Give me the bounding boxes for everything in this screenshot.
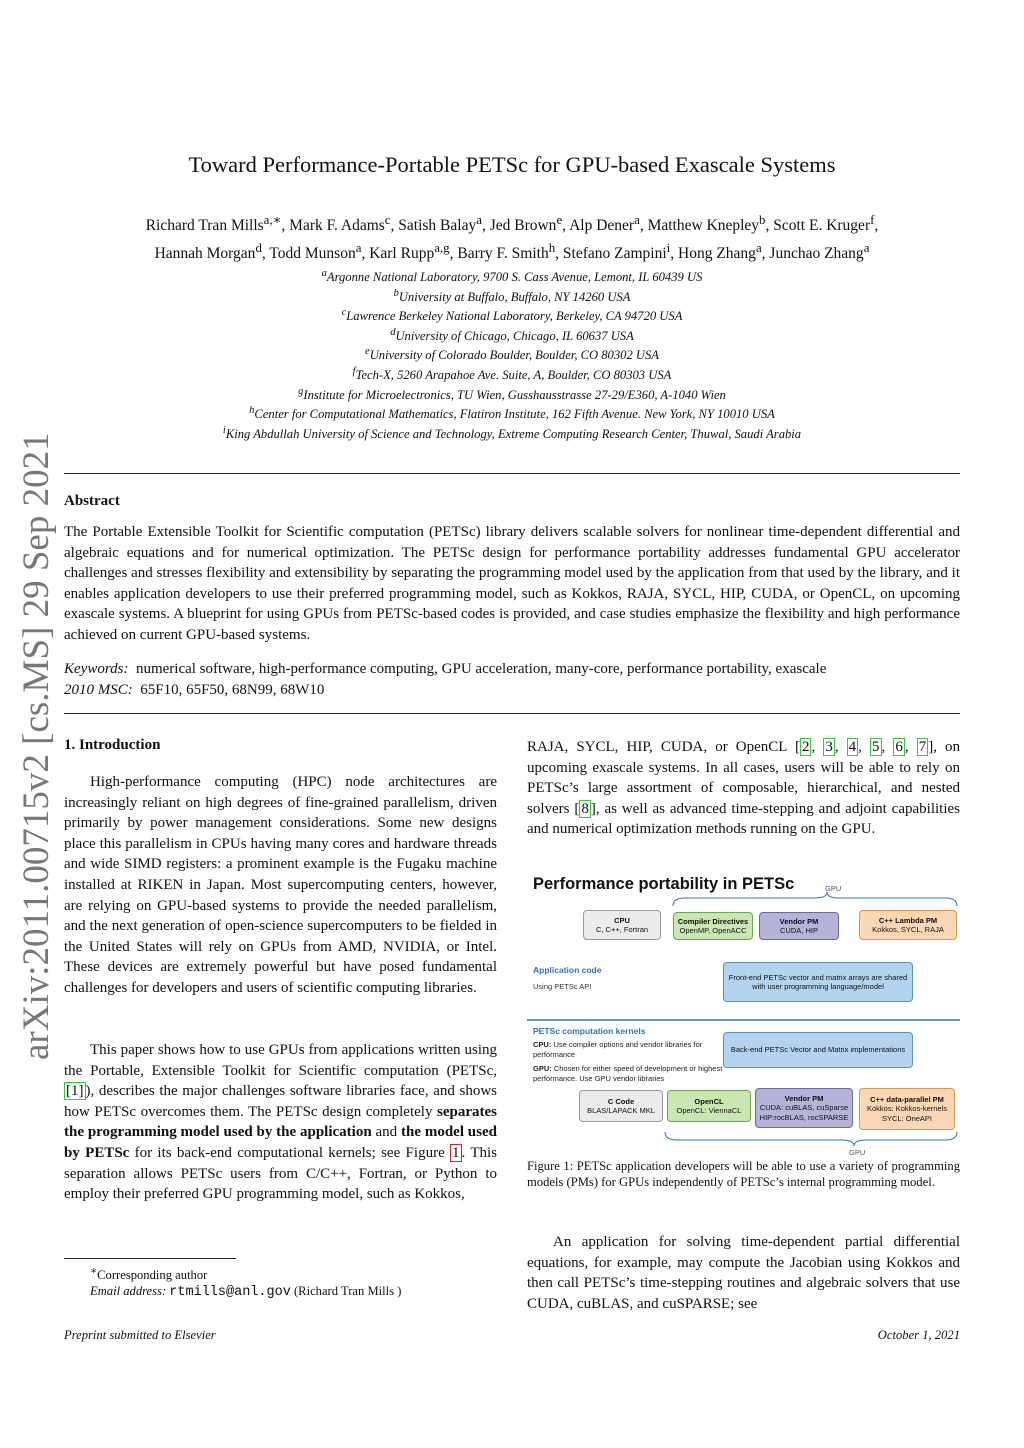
author-affil-mark: a (355, 240, 362, 256)
abstract-bottom-rule (64, 713, 960, 714)
keywords-label: Keywords: (64, 661, 129, 677)
gpu-label-bottom: GPU (849, 1148, 866, 1157)
backend-box (859, 1088, 955, 1130)
gpu-note (533, 1064, 723, 1084)
affiliation-list (80, 266, 944, 442)
author-name: Stefano Zampini (562, 245, 667, 263)
msc-text: 65F10, 65F50, 68N99, 68W10 (140, 681, 325, 698)
backend-box-line: OpenCL: ViennaCL (676, 1106, 742, 1115)
author-name: Mark F. Adams (289, 217, 385, 235)
footnote-text: Corresponding author (97, 1268, 208, 1283)
affiliation (80, 384, 944, 404)
affiliation (80, 305, 944, 325)
author-affil-mark: a (863, 240, 870, 256)
cpu-note-label: CPU: (533, 1040, 552, 1049)
figure-ref-link[interactable]: 1 (452, 1144, 460, 1161)
author-affil-mark: e (556, 212, 563, 227)
section-heading-introduction: 1. Introduction (64, 737, 161, 753)
author-affil-mark: b (759, 212, 766, 227)
author-name: Satish Balay (398, 217, 477, 235)
email-link[interactable]: rtmills@anl.gov (169, 1285, 291, 1301)
author-affil-mark: c (384, 212, 391, 227)
pm-box-sub: CUDA, HIP (780, 926, 818, 935)
citation-link[interactable]: 3 (825, 739, 833, 755)
backend-box-sub: BLAS/LAPACK MKL (587, 1106, 655, 1115)
p2-text-a: This paper shows how to use GPUs from applications written using the Portable, Extensible Toolkit for Scientific computation (PETSc, (64, 1042, 497, 1079)
r1-text-a: RAJA, SYCL, HIP, CUDA, or OpenCL [ (527, 739, 800, 755)
footnote-mark: ∗ (90, 1266, 98, 1277)
author-name: Karl Rupp (369, 245, 435, 263)
author-affil-mark: h (548, 240, 556, 256)
footer-preprint: Preprint submitted to Elsevier (64, 1328, 216, 1342)
author-affil-mark: f (870, 212, 875, 227)
affiliation-mark: c (341, 307, 347, 319)
footnote (64, 1264, 497, 1301)
affiliation-mark: g (298, 385, 304, 397)
pm-box-sub: OpenMP, OpenACC (679, 926, 747, 935)
affiliation-text: Argonne National Laboratory, 9700 S. Cass Avenue, Lemont, IL 60439 US (326, 270, 703, 285)
keywords-block (64, 659, 960, 700)
pm-box (759, 912, 839, 940)
r1-text-b: ], on upcoming exascale systems. In all cases, users will be able to rely on PETSc’s large assortment of composable, hierarchical, and nested solvers [ (527, 739, 961, 817)
p2-text-b: ), describes the major challenges software libraries face, and shows how PETSc overcomes them. The PETSc design completely (64, 1083, 497, 1120)
citation-link[interactable]: 7 (918, 739, 927, 755)
affiliation-text: Institute for Microelectronics, TU Wien, Gusshausstrasse 27-29/E360, A-1040 Wien (303, 387, 726, 402)
footnote-rule (64, 1258, 236, 1259)
footer-date: October 1, 2021 (877, 1328, 960, 1342)
author-affil-mark: a,∗ (263, 212, 282, 227)
pm-box-title: C++ Lambda PM (878, 915, 938, 925)
citation-link[interactable]: 6 (895, 739, 903, 755)
affiliation (80, 325, 944, 345)
author-name: Todd Munson (269, 245, 356, 263)
author-affil-mark: d (255, 240, 262, 256)
author-name: Hong Zhang (678, 245, 756, 263)
backend-box-line: SYCL: OneAPI (881, 1113, 933, 1123)
app-code-sub: Using PETSc API (533, 982, 592, 991)
keywords-text: numerical software, high-performance computing, GPU acceleration, many-core, performance portability, exascale (135, 661, 827, 677)
author-line-1: Richard Tran Mills$^{a,∗}$, Mark F. Adams$^c$, Satish Balay$^a$, Jed Brown$^e$, Alp Dener$^a$, Matthew Knepley$^b$, Scott E. Kruger$^f$, (145, 212, 879, 235)
msc-label: 2010 MSC: (64, 681, 133, 698)
backend-box-line: HIP:rocBLAS, rocSPARSE (759, 1112, 849, 1122)
citation-link[interactable]: 4 (848, 739, 857, 755)
citation-link-1[interactable]: [1] (66, 1083, 84, 1100)
author-name: Alp Dener (569, 217, 635, 235)
pm-box-sub: C, C++, Fortran (595, 925, 649, 934)
abstract-heading: Abstract (64, 493, 120, 509)
pm-box-title: Compiler Directives (677, 916, 749, 926)
pm-box-title: Vendor PM (779, 916, 819, 926)
kernels-label: PETSc computation kernels (533, 1026, 646, 1036)
intro-paragraph-1: High-performance computing (HPC) node architectures are increasingly reliant on high degrees of fine-grained parallelism, driven primarily by power management considerations. Some new designs place this parallelism in CPUs having many cores and hardware threads and wide SIMD registers: a prominent example is the Fugaku machine installed at RIKEN in Japan. Most supercomputing centers, however, are relying on GPU-based systems to provide the needed parallelism, and the next generation of open-science supercomputers to be fielded in the United States will rely on GPUs from AMD, NVIDIA, or Intel. These devices are extremely powerful but have posed fundamental challenges for developers and users of scientific computing libraries. (64, 774, 497, 996)
affiliation (80, 286, 944, 306)
p2-emphasis-2: the model used by PETSc (64, 1124, 497, 1161)
p2-emphasis-1: separates the programming model used by the application (64, 1103, 497, 1141)
citation-link[interactable]: 5 (872, 739, 880, 755)
citation-group: 2 , 3 , 4 , 5 , 6 , 7 (801, 739, 927, 755)
affiliation-mark: i (222, 424, 226, 436)
pm-box (859, 910, 957, 940)
frontend-arrays-box: Front-end PETSc vector and matrix arrays are shared with user programming language/model (723, 962, 913, 1002)
affiliation-mark: b (393, 287, 399, 299)
abstract-text: The Portable Extensible Toolkit for Scientific computation (PETSc) library delivers scalable solvers for nonlinear time-dependent differential and algebraic equations and for numerical optimization. The PETSc design for performance portability addresses fundamental GPU accelerator challenges and stresses flexibility and extensibility by separating the programming model used by the application from that used by the library, and it enables application developers to use their preferred programming model, such as Kokkos, RAJA, SYCL, HIP, CUDA, or OpenCL, on upcoming exascale systems. A blueprint for using GPUs from PETSc-based codes is provided, and case studies emphasize the flexibility and high performance achieved on current GPU-based systems. (64, 524, 960, 643)
author-affil-mark: a (634, 212, 640, 227)
affiliation (80, 423, 944, 443)
affiliation-text: Tech-X, 5260 Arapahoe Ave. Suite, A, Boulder, CO 80303 USA (355, 368, 672, 383)
gpu-label-top: GPU (825, 884, 842, 893)
author-name: Barry F. Smith (457, 245, 549, 263)
abstract-top-rule (64, 473, 960, 474)
author-affil-mark: i (666, 240, 671, 256)
affiliation (80, 344, 944, 364)
r1-text-c: ], as well as advanced time-stepping and adjoint capabilities and numerical optimization methods running on the GPU. (527, 800, 960, 838)
author-affil-mark: a (755, 240, 762, 256)
affiliation-mark: e (365, 346, 370, 358)
author-name: Matthew Knepley (647, 217, 760, 235)
p2-text-e: . This separation allows PETSc users from C/C++, Fortran, or Python to employ their preferred GPU programming model, such as Kokkos, (64, 1144, 497, 1203)
author-name: Junchao Zhang (769, 245, 864, 263)
figure-title: Performance portability in PETSc (533, 875, 795, 893)
figure-1-diagram (527, 870, 960, 1160)
affiliation-mark: f (352, 365, 356, 377)
backend-box-line: Kokkos: Kokkos-kernels (866, 1104, 948, 1114)
gpu-note-text: Chosen for either speed of development or highest performance. Use GPU vendor libraries (533, 1064, 723, 1083)
author-affil-mark: a (476, 212, 482, 227)
affiliation-text: Center for Computational Mathematics, Flatiron Institute, 162 Fifth Avenue. New York, NY 10010 USA (254, 407, 775, 422)
pm-box-sub: Kokkos, SYCL, RAJA (872, 925, 944, 934)
pm-box (583, 910, 661, 940)
affiliation (80, 266, 944, 286)
figure-1-caption: Figure 1: PETSc application developers will be able to use a variety of programming models (PMs) for GPUs independently of PETSc’s internal programming model. (527, 1159, 960, 1189)
gpu-bottom-brace (665, 1132, 957, 1146)
affiliation-text: University of Colorado Boulder, Boulder, CO 80302 USA (369, 348, 659, 363)
author-list (80, 209, 944, 265)
affiliation-text: Lawrence Berkeley National Laboratory, Berkeley, CA 94720 USA (346, 309, 683, 324)
affiliation (80, 364, 944, 384)
intro-paragraph-2 (64, 1040, 497, 1205)
gpu-note-label: GPU: (533, 1064, 552, 1073)
backend-box-line: CUDA: cuBLAS, cuSparse (759, 1103, 849, 1113)
author-name: Scott E. Kruger (773, 217, 871, 235)
email-label: Email address: (90, 1284, 167, 1299)
p2-text-d: for its back-end computational kernels; see Figure (129, 1144, 451, 1161)
backend-box (755, 1088, 853, 1128)
gpu-top-brace (673, 892, 957, 906)
author-name: Jed Brown (489, 217, 557, 235)
backend-impl-box: Back-end PETSc Vector and Matrix implementations (723, 1032, 913, 1068)
backend-box-title: C++ data-parallel PM (870, 1094, 944, 1104)
backend-box-title: OpenCL (694, 1096, 724, 1106)
cpu-note-text: Use compiler options and vendor libraries for performance (533, 1040, 703, 1059)
app-code-label: Application code (533, 965, 602, 975)
email-owner: (Richard Tran Mills ) (293, 1284, 402, 1299)
author-name: Hannah Morgan (154, 245, 256, 263)
author-affil-mark: a,g (434, 240, 450, 256)
arxiv-identifier[interactable]: arXiv:2011.00715v2 [cs.MS] 29 Sep 2021 (16, 432, 57, 1060)
intro-paragraph-next: An application for solving time-dependent partial differential equations, for example, may compute the Jacobian using Kokkos and then call PETSc’s time-stepping routines and algebraic solvers that use CUDA, cuBLAS, and cuSPARSE; see (527, 1234, 960, 1312)
pm-box-title: CPU (614, 915, 630, 925)
affiliation-text: University at Buffalo, Buffalo, NY 14260 USA (398, 289, 631, 304)
pm-box (673, 912, 753, 940)
affiliation-mark: d (390, 326, 396, 338)
intro-paragraph-continued (527, 737, 960, 840)
citation-link[interactable]: 2 (801, 739, 810, 755)
affiliation-text: King Abdullah University of Science and Technology, Extreme Computing Research Center, Thuwal, Saudi Arabia (225, 426, 802, 441)
affiliation-mark: h (249, 405, 255, 417)
backend-box-title: Vendor PM (784, 1093, 824, 1103)
affiliation (80, 403, 944, 423)
author-name: Richard Tran Mills (145, 217, 264, 235)
paper-title: Toward Performance-Portable PETSc for GPU-based Exascale Systems (188, 152, 836, 177)
p2-text-c: and (371, 1124, 401, 1141)
affiliation-text: University of Chicago, Chicago, IL 60637 USA (395, 328, 634, 343)
citation-link-8[interactable]: 8 (581, 800, 589, 817)
backend-box-title: C Code (607, 1096, 635, 1106)
cpu-note (533, 1040, 723, 1060)
backend-box (579, 1090, 663, 1122)
affiliation-mark: a (321, 268, 327, 279)
author-line-2: Hannah Morgan$^d$, Todd Munson$^a$, Karl Rupp$^{a,g}$, Barry F. Smith$^h$, Stefano Zampini$^i$, Hong Zhang$^a$, Junchao Zhang$^a$ (154, 240, 870, 263)
backend-box (667, 1090, 751, 1122)
